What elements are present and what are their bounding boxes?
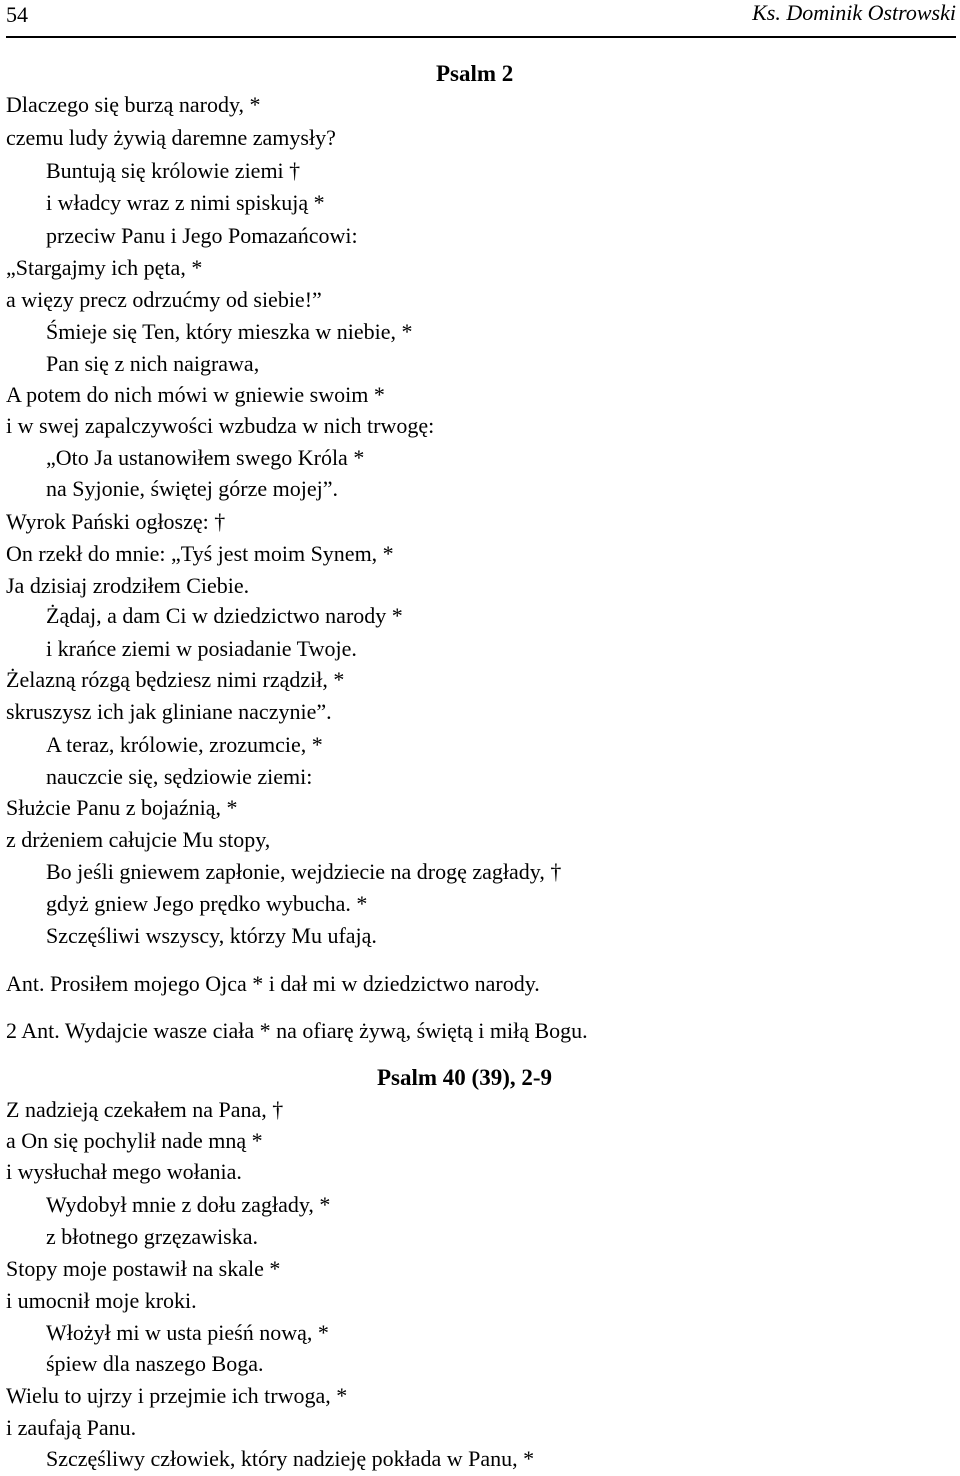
verse-line: Bo jeśli gniewem zapłonie, wejdziecie na drogę zagłady, † xyxy=(46,859,562,884)
verse-line: Ja dzisiaj zrodziłem Ciebie. xyxy=(6,573,250,598)
verse-line: Stopy moje postawił na skale * xyxy=(6,1256,281,1281)
running-title: Ks. Dominik Ostrowski xyxy=(752,0,956,25)
verse-line: Buntują się królowie ziemi † xyxy=(46,158,301,183)
verse-line: nauczcie się, sędziowie ziemi: xyxy=(46,764,313,789)
verse-line: śpiew dla naszego Boga. xyxy=(46,1351,264,1376)
verse-line: Dlaczego się burzą narody, * xyxy=(6,92,261,117)
verse-line: Służcie Panu z bojaźnią, * xyxy=(6,795,238,820)
verse-line: Wyrok Pański ogłoszę: † xyxy=(6,509,226,534)
verse-line: „Stargajmy ich pęta, * xyxy=(6,255,203,280)
verse-line: a więzy precz odrzućmy od siebie!” xyxy=(6,287,322,312)
verse-line: z błotnego grzęzawiska. xyxy=(46,1224,258,1249)
verse-line: z drżeniem całujcie Mu stopy, xyxy=(6,827,271,852)
verse-line: „Oto Ja ustanowiłem swego Króla * xyxy=(46,445,365,470)
verse-line: Śmieje się Ten, który mieszka w niebie, * xyxy=(46,319,413,344)
verse-line: Wydobył mnie z dołu zagłady, * xyxy=(46,1192,331,1217)
verse-line: Pan się z nich naigrawa, xyxy=(46,351,260,376)
verse-line: i zaufają Panu. xyxy=(6,1415,137,1440)
antiphon: Ant. Prosiłem mojego Ojca * i dał mi w dziedzictwo narody. xyxy=(6,971,540,996)
verse-line: skruszysz ich jak gliniane naczynie”. xyxy=(6,699,332,724)
verse-line: Żelazną rózgą będziesz nimi rządził, * xyxy=(6,667,345,692)
verse-line: A potem do nich mówi w gniewie swoim * xyxy=(6,382,385,407)
verse-line: a On się pochylił nade mną * xyxy=(6,1128,263,1153)
verse-line: Z nadzieją czekałem na Pana, † xyxy=(6,1097,284,1122)
verse-line: On rzekł do mnie: „Tyś jest moim Synem, * xyxy=(6,541,394,566)
antiphon: 2 Ant. Wydajcie wasze ciała * na ofiarę żywą, świętą i miłą Bogu. xyxy=(6,1018,588,1043)
verse-line: Włożył mi w usta pieśń nową, * xyxy=(46,1320,329,1345)
psalm-2-title: Psalm 2 xyxy=(436,61,514,86)
psalm-40-title: Psalm 40 (39), 2-9 xyxy=(377,1065,553,1090)
verse-line: Wielu to ujrzy i przejmie ich trwoga, * xyxy=(6,1383,348,1408)
verse-line: Żądaj, a dam Ci w dziedzictwo narody * xyxy=(46,603,403,628)
verse-line: Szczęśliwi wszyscy, którzy Mu ufają. xyxy=(46,923,377,948)
verse-line: przeciw Panu i Jego Pomazańcowi: xyxy=(46,223,358,248)
page-number: 54 xyxy=(6,2,28,27)
verse-line: A teraz, królowie, zrozumcie, * xyxy=(46,732,323,757)
page-header xyxy=(6,0,956,38)
verse-line: na Syjonie, świętej górze mojej”. xyxy=(46,476,339,501)
verse-line: i władcy wraz z nimi spiskują * xyxy=(46,190,325,215)
verse-line: i umocnił moje kroki. xyxy=(6,1288,197,1313)
verse-line: i w swej zapalczywości wzbudza w nich trwogę: xyxy=(6,413,435,438)
verse-line: gdyż gniew Jego prędko wybucha. * xyxy=(46,891,368,916)
verse-line: i krańce ziemi w posiadanie Twoje. xyxy=(46,636,357,661)
verse-line: i wysłuchał mego wołania. xyxy=(6,1159,242,1184)
verse-line: Szczęśliwy człowiek, który nadzieję pokłada w Panu, * xyxy=(46,1446,535,1471)
verse-line: czemu ludy żywią daremne zamysły? xyxy=(6,125,336,150)
